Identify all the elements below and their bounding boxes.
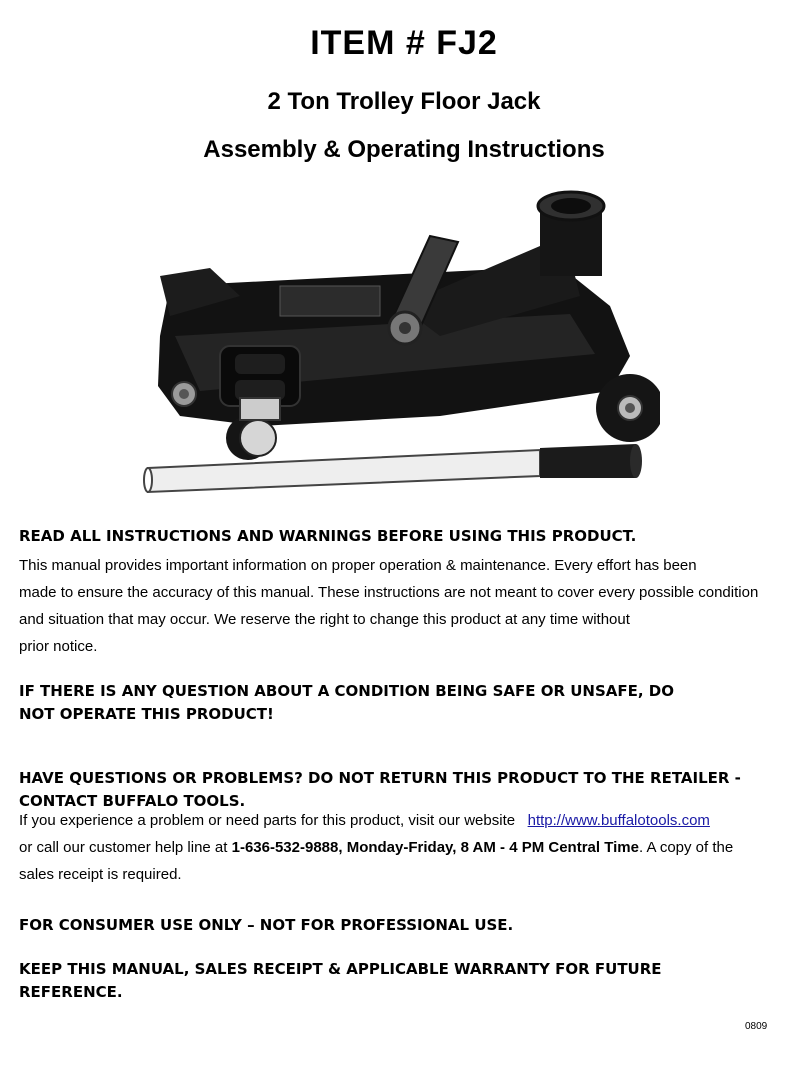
consumer-use-notice: FOR CONSUMER USE ONLY – NOT FOR PROFESSIONAL USE. [19, 916, 514, 934]
intro-line-1: This manual provides important information on proper operation & maintenance. Every effort has been [19, 557, 697, 574]
phone-post: . A copy of the [638, 839, 734, 856]
floor-jack-image [140, 186, 660, 496]
phone-hours: 1-636-532-9888, Monday-Friday, 8 AM - 4 PM Central Time [231, 839, 639, 856]
contact-text: If you experience a problem or need parts for this product, visit our website [19, 812, 516, 829]
keep-manual-line-1: KEEP THIS MANUAL, SALES RECEIPT & APPLICABLE WARRANTY FOR FUTURE [19, 960, 662, 978]
intro-line-3: and situation that may occur. We reserve the right to change this product at any time without [19, 611, 630, 628]
jack-label-plate [280, 286, 380, 316]
item-number-title: ITEM # FJ2 [310, 24, 498, 62]
read-instructions-warning: READ ALL INSTRUCTIONS AND WARNINGS BEFORE USING THIS PRODUCT. [19, 527, 637, 545]
questions-heading-line-2: CONTACT BUFFALO TOOLS. [19, 792, 246, 810]
contact-line [19, 807, 710, 834]
product-name: 2 Ton Trolley Floor Jack [267, 88, 541, 115]
keep-manual-line-2: REFERENCE. [19, 983, 123, 1001]
website-link[interactable]: http://www.buffalotools.com [527, 812, 710, 829]
intro-line-2: made to ensure the accuracy of this manual. These instructions are not meant to cover every possible condition [19, 584, 759, 601]
document-type: Assembly & Operating Instructions [203, 136, 605, 163]
phone-line [19, 834, 733, 861]
receipt-line: sales receipt is required. [19, 866, 182, 883]
safety-warning-line-1: IF THERE IS ANY QUESTION ABOUT A CONDITION BEING SAFE OR UNSAFE, DO [19, 682, 674, 700]
questions-heading-line-1: HAVE QUESTIONS OR PROBLEMS? DO NOT RETURN THIS PRODUCT TO THE RETAILER - [19, 769, 741, 787]
document-code: 0809 [745, 1021, 768, 1032]
phone-intro: or call our customer help line at [19, 839, 232, 856]
intro-line-4: prior notice. [19, 638, 98, 655]
safety-warning-line-2: NOT OPERATE THIS PRODUCT! [19, 705, 274, 723]
jack-handle [144, 444, 642, 492]
